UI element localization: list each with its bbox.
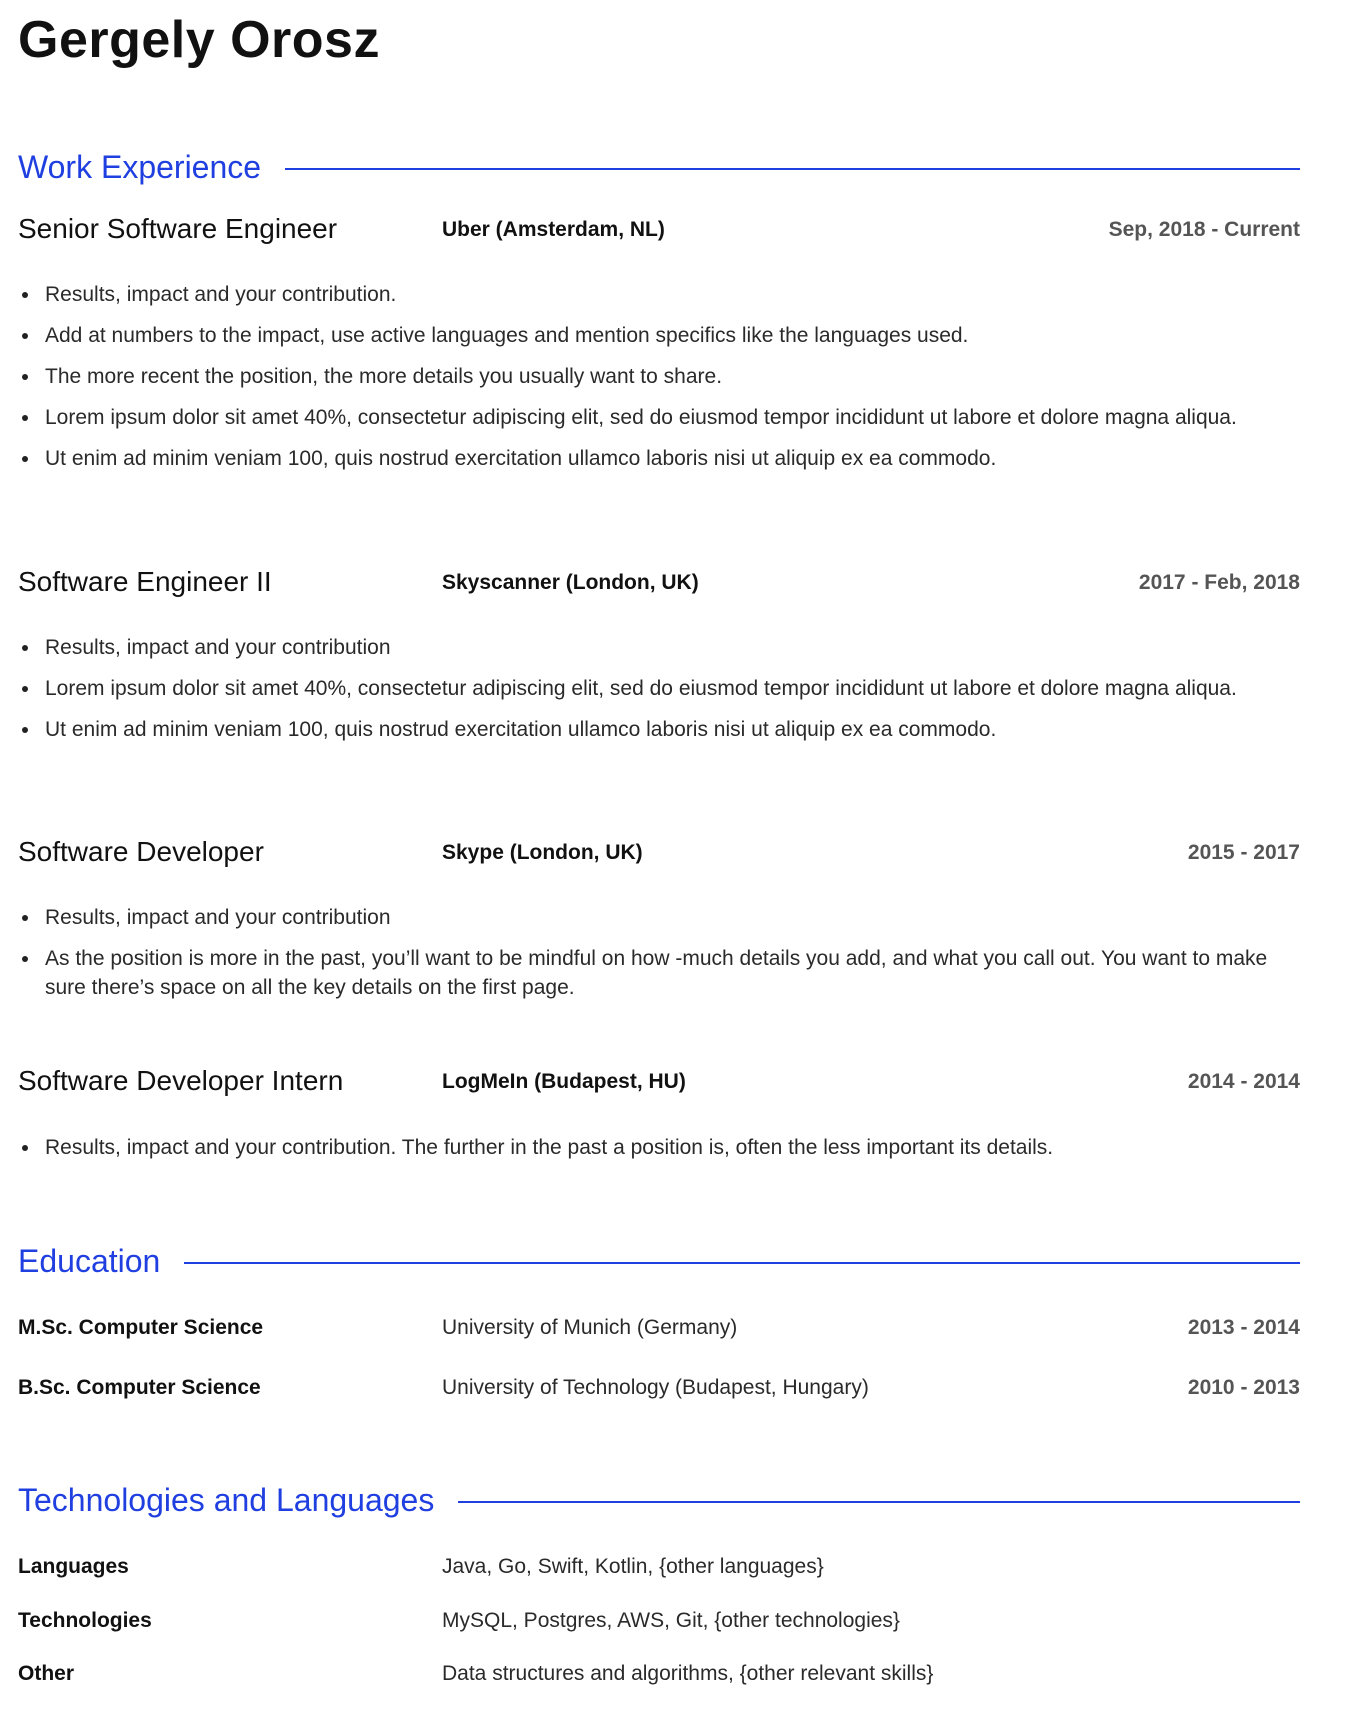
section-divider	[184, 1262, 1300, 1264]
section-title: Work Experience	[18, 148, 262, 185]
bullet-item: Lorem ipsum dolor sit amet 40%, consectetur adipiscing elit, sed do eiusmod tempor incididunt ut labore et dolore magna aliqua.	[18, 403, 1285, 432]
job-bullets	[18, 1133, 1300, 1174]
job-title: Software Developer Intern	[18, 1065, 344, 1096]
education-school: University of Munich (Germany)	[442, 1316, 738, 1339]
education-degree: M.Sc. Computer Science	[18, 1316, 264, 1339]
section-divider	[285, 168, 1300, 170]
job-dates: 2015 - 2017	[1187, 841, 1300, 864]
job-company: Skyscanner (London, UK)	[442, 571, 699, 594]
job-title: Software Developer	[18, 836, 264, 867]
education-row	[18, 1316, 1300, 1346]
skills-label: Technologies	[18, 1609, 152, 1632]
bullet-item: The more recent the position, the more details you usually want to share.	[18, 362, 1285, 391]
bullet-item: Results, impact and your contribution	[18, 903, 1285, 932]
skills-value: Java, Go, Swift, Kotlin, {other languages}	[442, 1555, 824, 1578]
job-header	[18, 1065, 1300, 1101]
technologies-header	[18, 1478, 1300, 1522]
bullet-item: Ut enim ad minim veniam 100, quis nostrud exercitation ullamco laboris nisi ut aliquip ex ea commodo.	[18, 715, 1285, 744]
bullet-item: As the position is more in the past, you’ll want to be mindful on how -much details you add, and what you call out. You want to make sure there’s space on all the key details on the first page.	[18, 944, 1285, 1002]
job-header	[18, 566, 1300, 602]
job-bullets	[18, 903, 1300, 1014]
job-dates: Sep, 2018 - Current	[1108, 218, 1300, 241]
job-company: Skype (London, UK)	[442, 841, 643, 864]
job-bullets	[18, 280, 1300, 485]
work-experience-header	[18, 145, 1300, 189]
section-title: Technologies and Languages	[18, 1481, 435, 1518]
skills-value: Data structures and algorithms, {other relevant skills}	[442, 1662, 934, 1685]
education-school: University of Technology (Budapest, Hungary)	[442, 1376, 869, 1399]
bullet-item: Results, impact and your contribution. The further in the past a position is, often the less important its details.	[18, 1133, 1285, 1162]
skills-row	[18, 1662, 1300, 1692]
education-dates: 2013 - 2014	[1187, 1316, 1300, 1339]
bullet-item: Results, impact and your contribution	[18, 633, 1285, 662]
skills-row	[18, 1609, 1300, 1639]
bullet-item: Ut enim ad minim veniam 100, quis nostrud exercitation ullamco laboris nisi ut aliquip ex ea commodo.	[18, 444, 1285, 473]
job-company: LogMeIn (Budapest, HU)	[442, 1070, 686, 1093]
job-header	[18, 836, 1300, 872]
job-title: Senior Software Engineer	[18, 213, 338, 244]
job-title: Software Engineer II	[18, 566, 272, 597]
skills-row	[18, 1555, 1300, 1585]
education-row	[18, 1376, 1300, 1406]
bullet-item: Lorem ipsum dolor sit amet 40%, consectetur adipiscing elit, sed do eiusmod tempor incididunt ut labore et dolore magna aliqua.	[18, 674, 1285, 703]
job-header	[18, 213, 1300, 249]
skills-label: Languages	[18, 1555, 129, 1578]
bullet-item: Add at numbers to the impact, use active languages and mention specifics like the languages used.	[18, 321, 1285, 350]
education-header	[18, 1239, 1300, 1283]
job-dates: 2014 - 2014	[1187, 1070, 1300, 1093]
resume-name: Gergely Orosz	[18, 11, 380, 69]
job-dates: 2017 - Feb, 2018	[1138, 571, 1300, 594]
section-divider	[458, 1501, 1300, 1503]
skills-value: MySQL, Postgres, AWS, Git, {other technologies}	[442, 1609, 900, 1632]
education-degree: B.Sc. Computer Science	[18, 1376, 261, 1399]
job-bullets	[18, 633, 1300, 756]
bullet-item: Results, impact and your contribution.	[18, 280, 1285, 309]
skills-label: Other	[18, 1662, 75, 1685]
education-dates: 2010 - 2013	[1187, 1376, 1300, 1399]
section-title: Education	[18, 1242, 161, 1279]
job-company: Uber (Amsterdam, NL)	[442, 218, 665, 241]
